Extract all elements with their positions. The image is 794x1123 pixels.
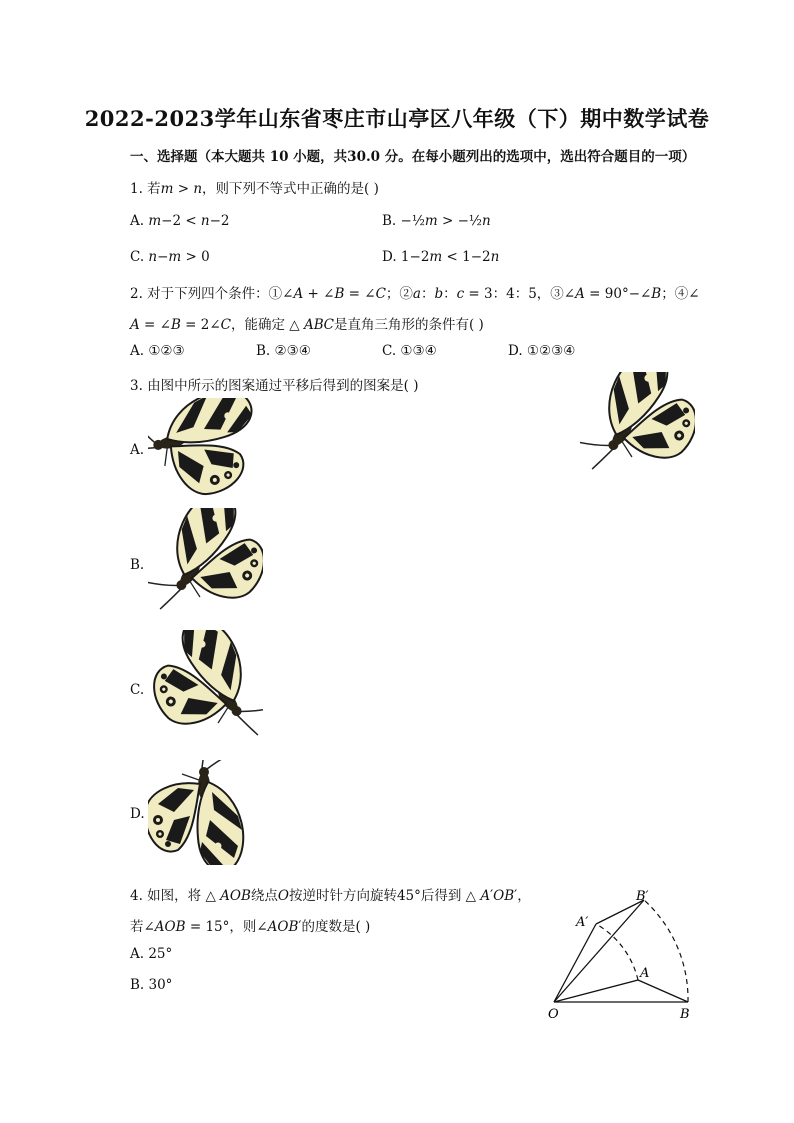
q1-option-c[interactable]: C. 𝑛−𝑚 > 0 (130, 249, 210, 265)
q3-option-a[interactable]: A. (130, 442, 145, 458)
q3-reference-butterfly-image (580, 372, 695, 477)
q3-option-c-butterfly-image[interactable] (148, 630, 263, 740)
label-a-prime: A′ (576, 915, 589, 930)
q3-stem: 3. 由图中所示的图案通过平移后得到的图案是( ) (130, 378, 419, 394)
q3-option-b-butterfly-image[interactable] (148, 508, 263, 613)
q1-option-b[interactable]: B. −½𝑚 > −½𝑛 (382, 213, 491, 229)
q3-option-c[interactable]: C. (130, 682, 145, 698)
q2-option-b[interactable]: B. ②③④ (256, 343, 311, 359)
q2-option-a[interactable]: A. ①②③ (130, 343, 185, 359)
page-title: 2022-2023学年山东省枣庄市山亭区八年级（下）期中数学试卷 (84, 106, 710, 131)
q2-stem-line2: 𝐴 = ∠𝐵 = 2∠𝐶，能确定 △ 𝐴𝐵𝐶是直角三角形的条件有( ) (130, 317, 484, 333)
q3-option-b[interactable]: B. (130, 557, 145, 573)
q4-option-a[interactable]: A. 25° (130, 946, 173, 962)
label-o: O (548, 1007, 559, 1022)
label-b-prime: B′ (636, 889, 649, 904)
q1-option-a[interactable]: A. 𝑚−2 < 𝑛−2 (130, 213, 230, 229)
q2-stem-line1: 2. 对于下列四个条件：①∠𝐴 + ∠𝐵 = ∠𝐶；②𝑎：𝑏：𝑐 = 3：4：5，③∠𝐴 = 90°−∠𝐵；④∠ (130, 286, 700, 302)
q3-option-d[interactable]: D. (130, 806, 145, 822)
q4-stem-line1: 4. 如图，将 △ 𝐴𝑂𝐵绕点𝑂按逆时针方向旋转45°后得到 △ 𝐴′𝑂𝐵′， (130, 888, 531, 904)
q1-option-d[interactable]: D. 1−2𝑚 < 1−2𝑛 (382, 249, 500, 265)
q3-option-d-butterfly-image[interactable] (148, 760, 263, 865)
label-b: B (680, 1007, 690, 1022)
label-a: A (640, 966, 650, 981)
q1-stem: 1. 若𝑚 > 𝑛，则下列不等式中正确的是( ) (130, 181, 379, 197)
q3-option-a-butterfly-image[interactable] (148, 398, 263, 503)
section-heading: 一、选择题（本大题共 10 小题，共30.0 分。在每小题列出的选项中，选出符合题目的一项） (130, 149, 696, 165)
q2-option-c[interactable]: C. ①③④ (382, 343, 437, 359)
q4-stem-line2: 若∠𝐴𝑂𝐵 = 15°，则∠𝐴𝑂𝐵′的度数是( ) (130, 919, 371, 935)
q4-rotation-diagram (540, 880, 710, 1025)
q4-option-b[interactable]: B. 30° (130, 977, 173, 993)
q2-option-d[interactable]: D. ①②③④ (508, 343, 576, 359)
